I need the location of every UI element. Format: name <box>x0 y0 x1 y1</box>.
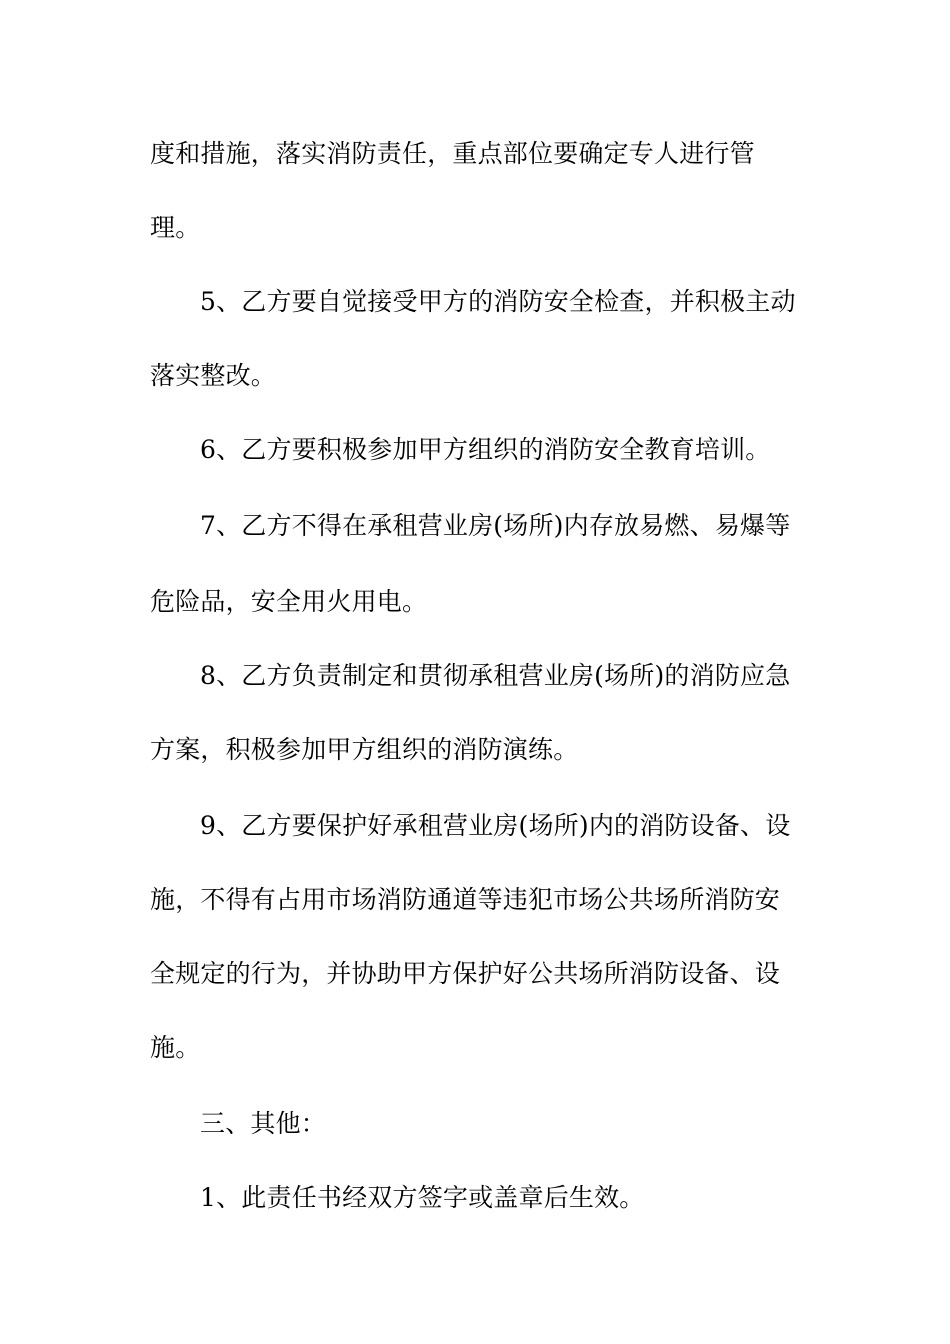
text-line-7: 危险品，安全用火用电。 <box>150 587 428 616</box>
text-line-15: 1、此责任书经双方签字或盖章后生效。 <box>200 1183 645 1212</box>
text-line-2: 理。 <box>150 213 201 242</box>
text-line-5: 6、乙方要积极参加甲方组织的消防安全教育培训。 <box>200 435 771 464</box>
text-line-6: 7、乙方不得在承租营业房(场所)内存放易燃、易爆等 <box>200 511 791 540</box>
text-line-1: 度和措施，落实消防责任，重点部位要确定专人进行管 <box>150 139 755 168</box>
section-heading-other: 三、其他： <box>200 1109 327 1138</box>
text-line-11: 施，不得有占用市场消防通道等违犯市场公共场所消防安 <box>150 885 781 914</box>
text-line-8: 8、乙方负责制定和贯彻承租营业房(场所)的消防应急 <box>200 661 791 690</box>
text-line-13: 施。 <box>150 1033 201 1062</box>
text-line-9: 方案，积极参加甲方组织的消防演练。 <box>150 735 579 764</box>
text-line-3: 5、乙方要自觉接受甲方的消防安全检查，并积极主动 <box>200 287 796 316</box>
text-line-4: 落实整改。 <box>150 361 277 390</box>
text-line-10: 9、乙方要保护好承租营业房(场所)内的消防设备、设 <box>200 811 791 840</box>
text-line-12: 全规定的行为，并协助甲方保护好公共场所消防设备、设 <box>150 959 781 988</box>
